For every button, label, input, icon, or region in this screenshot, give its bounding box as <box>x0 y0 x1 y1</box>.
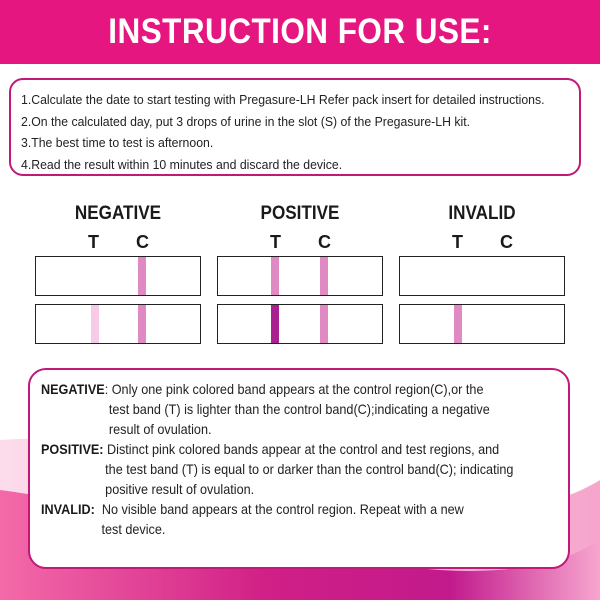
positive-result-line-2: the test band (T) is equal to or darker than the control band(C); indicating <box>105 462 514 477</box>
positive-c-label: C <box>318 232 331 252</box>
control-band <box>138 257 146 295</box>
negative-strip-2 <box>35 304 201 344</box>
test-band <box>454 305 462 343</box>
negative-strip-1 <box>35 256 201 296</box>
positive-result-line-3: positive result of ovulation. <box>105 482 255 497</box>
invalid-result-line-2: test device. <box>101 522 166 537</box>
invalid-column-title: INVALID <box>448 203 516 224</box>
invalid-result-line-1: INVALID: No visible band appears at the control region. Repeat with a new <box>41 502 464 517</box>
header-banner <box>0 0 600 64</box>
invalid-strip-2 <box>399 304 565 344</box>
invalid-t-label: T <box>452 232 463 252</box>
faint-test-band <box>91 305 99 343</box>
control-band <box>138 305 146 343</box>
step-1: 1.Calculate the date to start testing with Pregasure-LH Refer pack insert for detailed instructions. <box>21 92 545 107</box>
control-band <box>320 305 328 343</box>
negative-result-line-3: result of ovulation. <box>108 422 212 437</box>
results-explanation-box <box>28 368 570 569</box>
positive-result-line-1: POSITIVE: Distinct pink colored bands appear at the control and test regions, and <box>41 442 500 457</box>
invalid-label: INVALID: <box>41 502 95 517</box>
control-band <box>320 257 328 295</box>
positive-strip-1 <box>217 256 383 296</box>
invalid-strip-1 <box>399 256 565 296</box>
negative-result-line-2: test band (T) is lighter than the control band(C);indicating a negative <box>108 402 490 417</box>
negative-result-line-1: NEGATIVE: Only one pink colored band appears at the control region(C),or the <box>41 382 484 397</box>
negative-column-title: NEGATIVE <box>74 203 162 224</box>
test-band <box>271 257 279 295</box>
negative-label: NEGATIVE <box>41 382 105 397</box>
negative-c-label: C <box>136 232 149 252</box>
instruction-steps-box <box>9 78 581 176</box>
invalid-c-label: C <box>500 232 513 252</box>
step-2: 2.On the calculated day, put 3 drops of urine in the slot (S) of the Pregasure-LH kit. <box>21 113 471 129</box>
step-4: 4.Read the result within 10 minutes and discard the device. <box>21 156 343 172</box>
negative-t-label: T <box>88 232 99 252</box>
page-title: INSTRUCTION FOR USE: <box>108 12 492 51</box>
positive-t-label: T <box>270 232 281 252</box>
step-3: 3.The best time to test is afternoon. <box>21 135 214 150</box>
dark-test-band <box>271 305 279 343</box>
positive-column-title: POSITIVE <box>260 203 340 224</box>
positive-strip-2 <box>217 304 383 344</box>
positive-label: POSITIVE: <box>41 442 104 457</box>
